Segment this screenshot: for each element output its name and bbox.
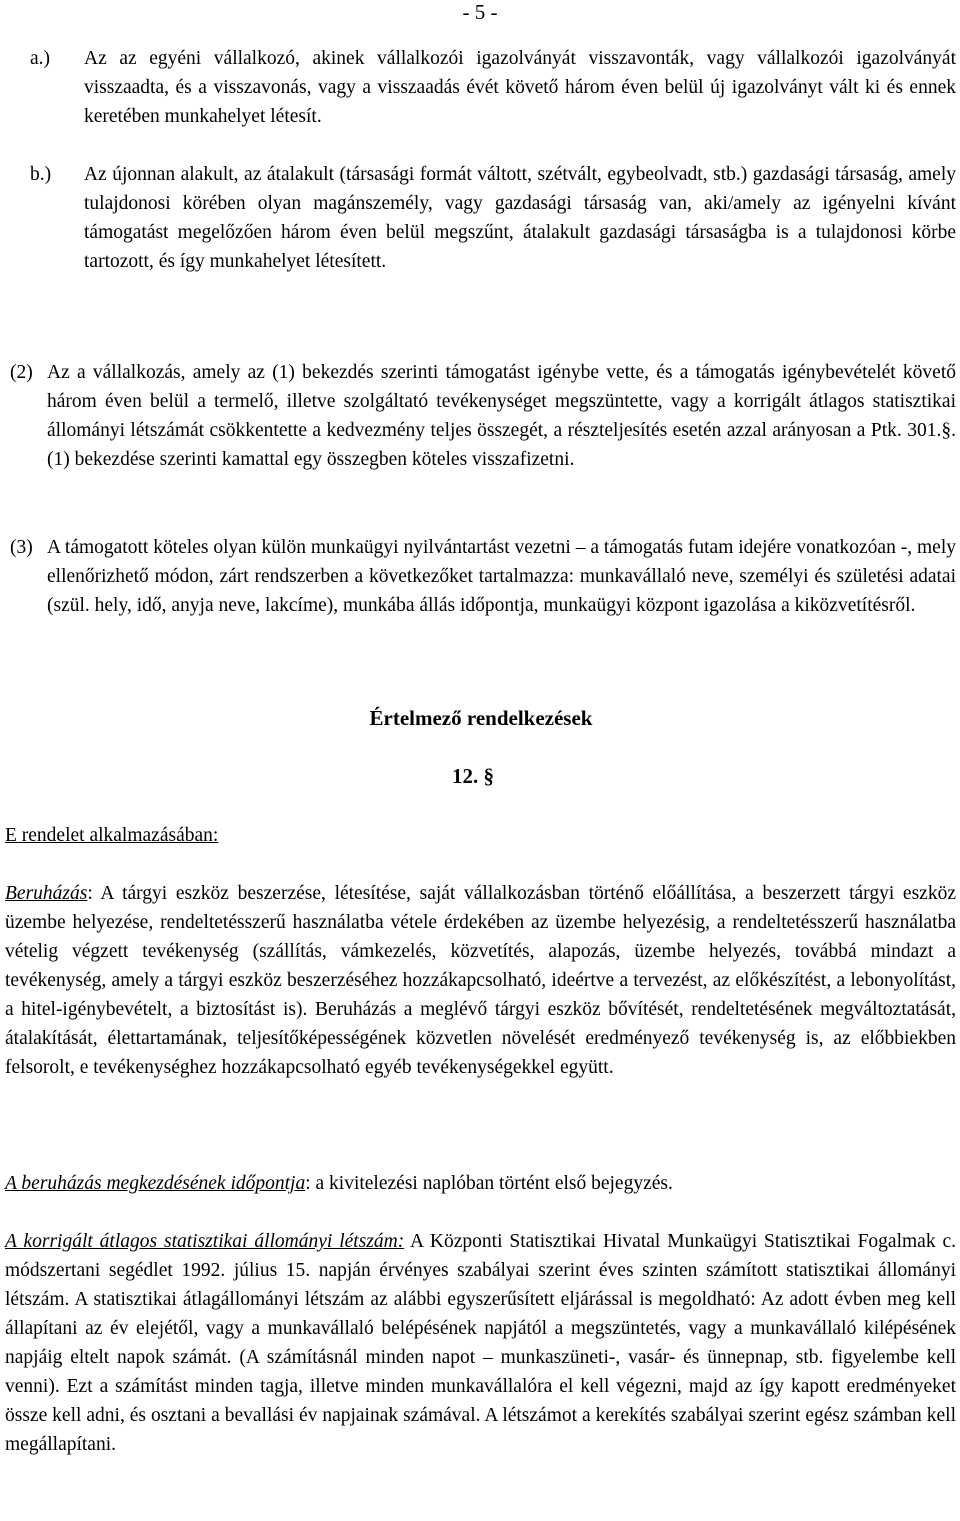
definition-investment-term: Beruházás (5, 883, 88, 904)
definition-start-date-term: A beruházás megkezdésének időpontja (5, 1173, 306, 1194)
definition-headcount-text: A Központi Statisztikai Hivatal Munkaügyi Statisztikai Fogalmak c. módszertani segédlet 1992. július 15. napján érvényes szabályai szerint éves szinten számított statisztikai állományi létszám. A statisztikai átlagállományi létszám az alábbi egyszerűsített eljárással is megoldható: Az adott évben meg kell állapítani az év elejétől, vagy a munkavállaló belépésének napjától a megszüntetés, vagy a munkavállaló kilépésének napjáig eltelt napok számát. (A számításnál minden napot – munkaszüneti-, vasár- és ünnepnap, stb. figyelembe kell venni). Ezt a számítást minden tagja, illetve minden munkavállalóra el kell végezni, majd az így kapott eredményeket össze kell adni, és osztani a bevallási év napjainak számával. A létszámot a kerekítés szabályai szerint egész számban kell megállapítani. (5, 1231, 956, 1455)
list-item-a-label: a.) (30, 48, 51, 69)
definition-investment (5, 879, 956, 1082)
section-heading: Értelmező rendelkezések (369, 706, 593, 730)
paragraph-3-label: (3) (10, 537, 33, 558)
paragraph-2 (10, 358, 956, 474)
paragraph-3 (10, 533, 956, 620)
list-item-b-label: b.) (30, 164, 52, 185)
definition-start-date-text: : a kivitelezési naplóban történt első bejegyzés. (305, 1173, 673, 1194)
paragraph-2-text: Az a vállalkozás, amely az (1) bekezdés szerinti támogatást igénybe vette, és a támogatás igénybevételét követő három éven belül a termelő, illetve szolgáltató tevékenységet megszüntette, vagy a korrigált átlagos statisztikai állományi létszámát csökkentette a kedvezmény teljes összegét, a részteljesítés esetén azzal arányosan a Ptk. 301.§.(1) bekezdése szerinti kamattal egy összegben köteles visszafizetni. (47, 362, 956, 470)
definition-headcount-term: A korrigált átlagos statisztikai állományi létszám: (5, 1231, 405, 1252)
definition-start-date (5, 1169, 956, 1198)
scope-label: E rendelet alkalmazásában: (5, 825, 219, 846)
definition-headcount (5, 1227, 956, 1459)
paragraph-3-text: A támogatott köteles olyan külön munkaügyi nyilvántartást vezetni – a támogatás futam idejére vonatkozóan -, mely ellenőrizhető módon, zárt rendszerben a következőket tartalmazza: munkavállaló neve, személyi és születési adatai (szül. hely, idő, anyja neve, lakcíme), munkába állás időpontja, munkaügyi központ igazolása a kiközvetítésről. (47, 537, 956, 616)
list-item-b-text: Az újonnan alakult, az átalakult (társasági formát váltott, szétvált, egybeolvadt, stb.) gazdasági társaság, amely tulajdonosi körében olyan magánszemély, vagy gazdasági társaság van, aki/amely az igényelni kívánt támogatást megelőzően három éven belül megszűnt, átalakult gazdasági társaságba is a tulajdonosi körbe tartozott, és így munkahelyet létesített. (84, 164, 956, 272)
paragraph-2-label: (2) (10, 362, 33, 383)
section-number: 12. § (452, 764, 494, 788)
list-item-a (30, 44, 956, 131)
definition-investment-text: : A tárgyi eszköz beszerzése, létesítése, saját vállalkozásban történő előállítása, a beszerzett tárgyi eszköz üzembe helyezése, rendeltetésszerű használatba vétele érdekében az üzembe helyezésig, a rendeltetésszerű használatba vételig végzett tevékenység (szállítás, vámkezelés, közvetítés, alapozás, üzembe helyezés, továbbá mindazt a tevékenység, amely a tárgyi eszköz beszerzéséhez hozzákapcsolható, ideértve a tervezést, az előkészítést, a lebonyolítást, a hitel-igénybevételt, a biztosítást is). Beruházás a meglévő tárgyi eszköz bővítését, rendeltetésének megváltoztatását, átalakítását, élettartamának, teljesítőképességének közvetlen növelését eredményező tevékenység is, az előbbiekben felsorolt, e tevékenységhez hozzákapcsolható egyéb tevékenységekkel együtt. (5, 883, 956, 1078)
list-item-b (30, 160, 956, 276)
list-item-a-text: Az az egyéni vállalkozó, akinek vállalkozói igazolványát visszavonták, vagy vállalkozói igazolványát visszaadta, és a visszavonás, vagy a visszaadás évét követő három éven belül új igazolványt vált ki és ennek keretében munkahelyet létesít. (84, 48, 956, 127)
page-number: - 5 - (462, 0, 498, 24)
